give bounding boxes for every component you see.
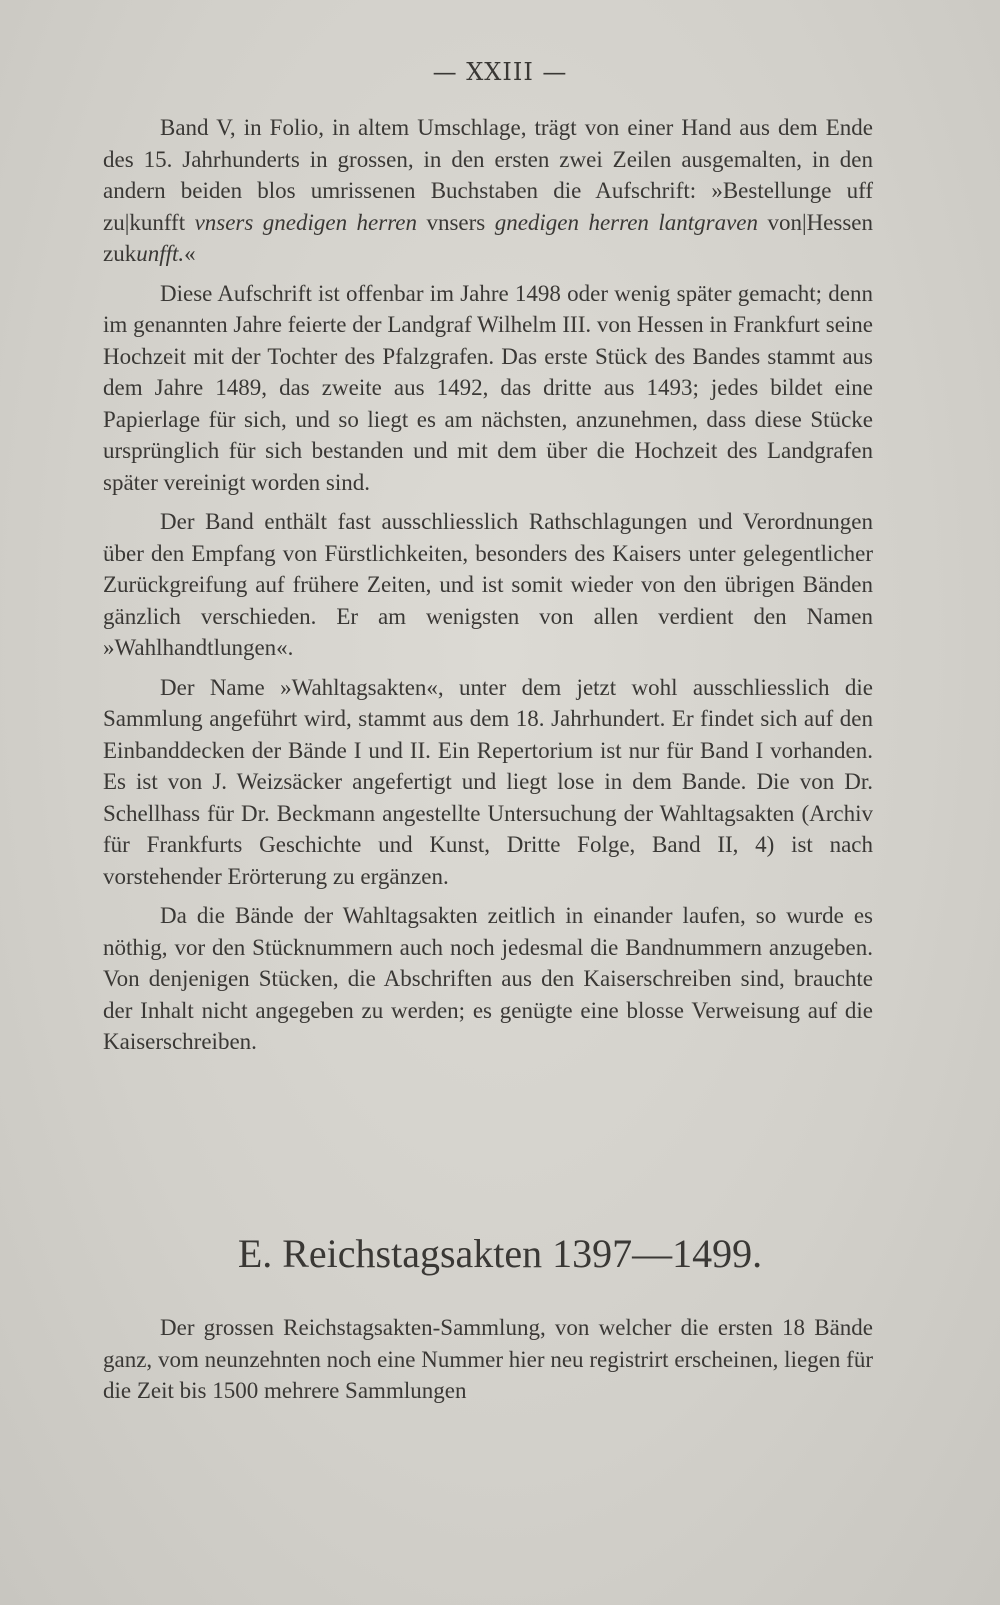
paragraph-3: Der Band enthält fast ausschliesslich Rathschlagungen und Verordnungen über den Empfang von Fürstlichkeiten, besonders des Kaisers unter gelegentlicher Zurückgreifung auf frühere Zeiten, und ist somit wieder von den übrigen Bänden gänzlich verschieden. Er am wenigsten von allen verdient den Namen »Wahlhandtlungen«.: [103, 509, 873, 660]
body-text: [103, 112, 873, 1066]
section-body-text: [103, 1312, 873, 1407]
paragraph-1-text-c: von|Hessen zuk: [103, 209, 873, 266]
page-number-header: — XXIII —: [432, 58, 568, 86]
paragraph-1-italic-b: gnedigen herren lantgraven: [494, 209, 759, 235]
paragraph-1-text-b: vnsers: [417, 209, 495, 235]
paragraph-5: Da die Bände der Wahltagsakten zeitlich in einander laufen, so wurde es nöthig, vor den Stücknummern auch noch jedesmal die Bandnummern anzugeben. Von denjenigen Stücken, die Abschriften aus den Kaiserschreiben sind, brauchte der Inhalt nicht angegeben zu werden; es genügte eine blosse Verweisung auf die Kaiserschreiben.: [103, 903, 873, 1054]
paragraph-1-text-a: Band V, in Folio, in altem Umschlage, trägt von einer Hand aus dem Ende des 15. Jahrhunderts in grossen, in den ersten zwei Zeilen ausgemalten, in den andern beiden blos umrissenen Buchstaben die Aufschrift: »Bestellunge uff zu|kunfft: [103, 115, 873, 235]
paragraph-1-italic-c: unfft.: [136, 241, 185, 266]
paragraph-2: Diese Aufschrift ist offenbar im Jahre 1498 oder wenig später gemacht; denn im genannten Jahre feierte der Landgraf Wilhelm III. von Hessen in Frankfurt seine Hochzeit mit der Tochter des Pfalzgrafen. Das erste Stück des Bandes stammt aus dem Jahre 1489, das zweite aus 1492, das dritte aus 1493; jedes bildet eine Papierlage für sich, und so liegt es am nächsten, anzunehmen, dass diese Stücke ursprünglich für sich bestanden und mit dem über die Hochzeit des Landgrafen später vereinigt worden sind.: [103, 280, 873, 495]
paragraph-4: Der Name »Wahltagsakten«, unter dem jetzt wohl ausschliesslich die Sammlung angeführt wird, stammt aus dem 18. Jahrhundert. Er findet sich auf den Einbanddecken der Bände I und II. Ein Repertorium ist nur für Band I vorhanden. Es ist von J. Weizsäcker angefertigt und liegt lose in dem Bande. Die von Dr. Schellhass für Dr. Beckmann angestellte Untersuchung der Wahltagsakten (Archiv für Frankfurts Geschichte und Kunst, Dritte Folge, Band II, 4) ist nach vorstehender Erörterung zu ergänzen.: [103, 674, 873, 889]
section-paragraph-1: Der grossen Reichstagsakten-Sammlung, von welcher die ersten 18 Bände ganz, vom neunzehnten noch eine Nummer hier neu registrirt erscheinen, liegen für die Zeit bis 1500 mehrere Sammlungen: [103, 1315, 873, 1403]
section-heading: E. Reichstagsakten 1397—1499.: [237, 1231, 763, 1276]
paragraph-1-text-d: «: [184, 241, 196, 266]
paragraph-1-italic-a: vnsers gnedigen herren: [194, 209, 418, 235]
paragraph-1: [103, 112, 873, 270]
